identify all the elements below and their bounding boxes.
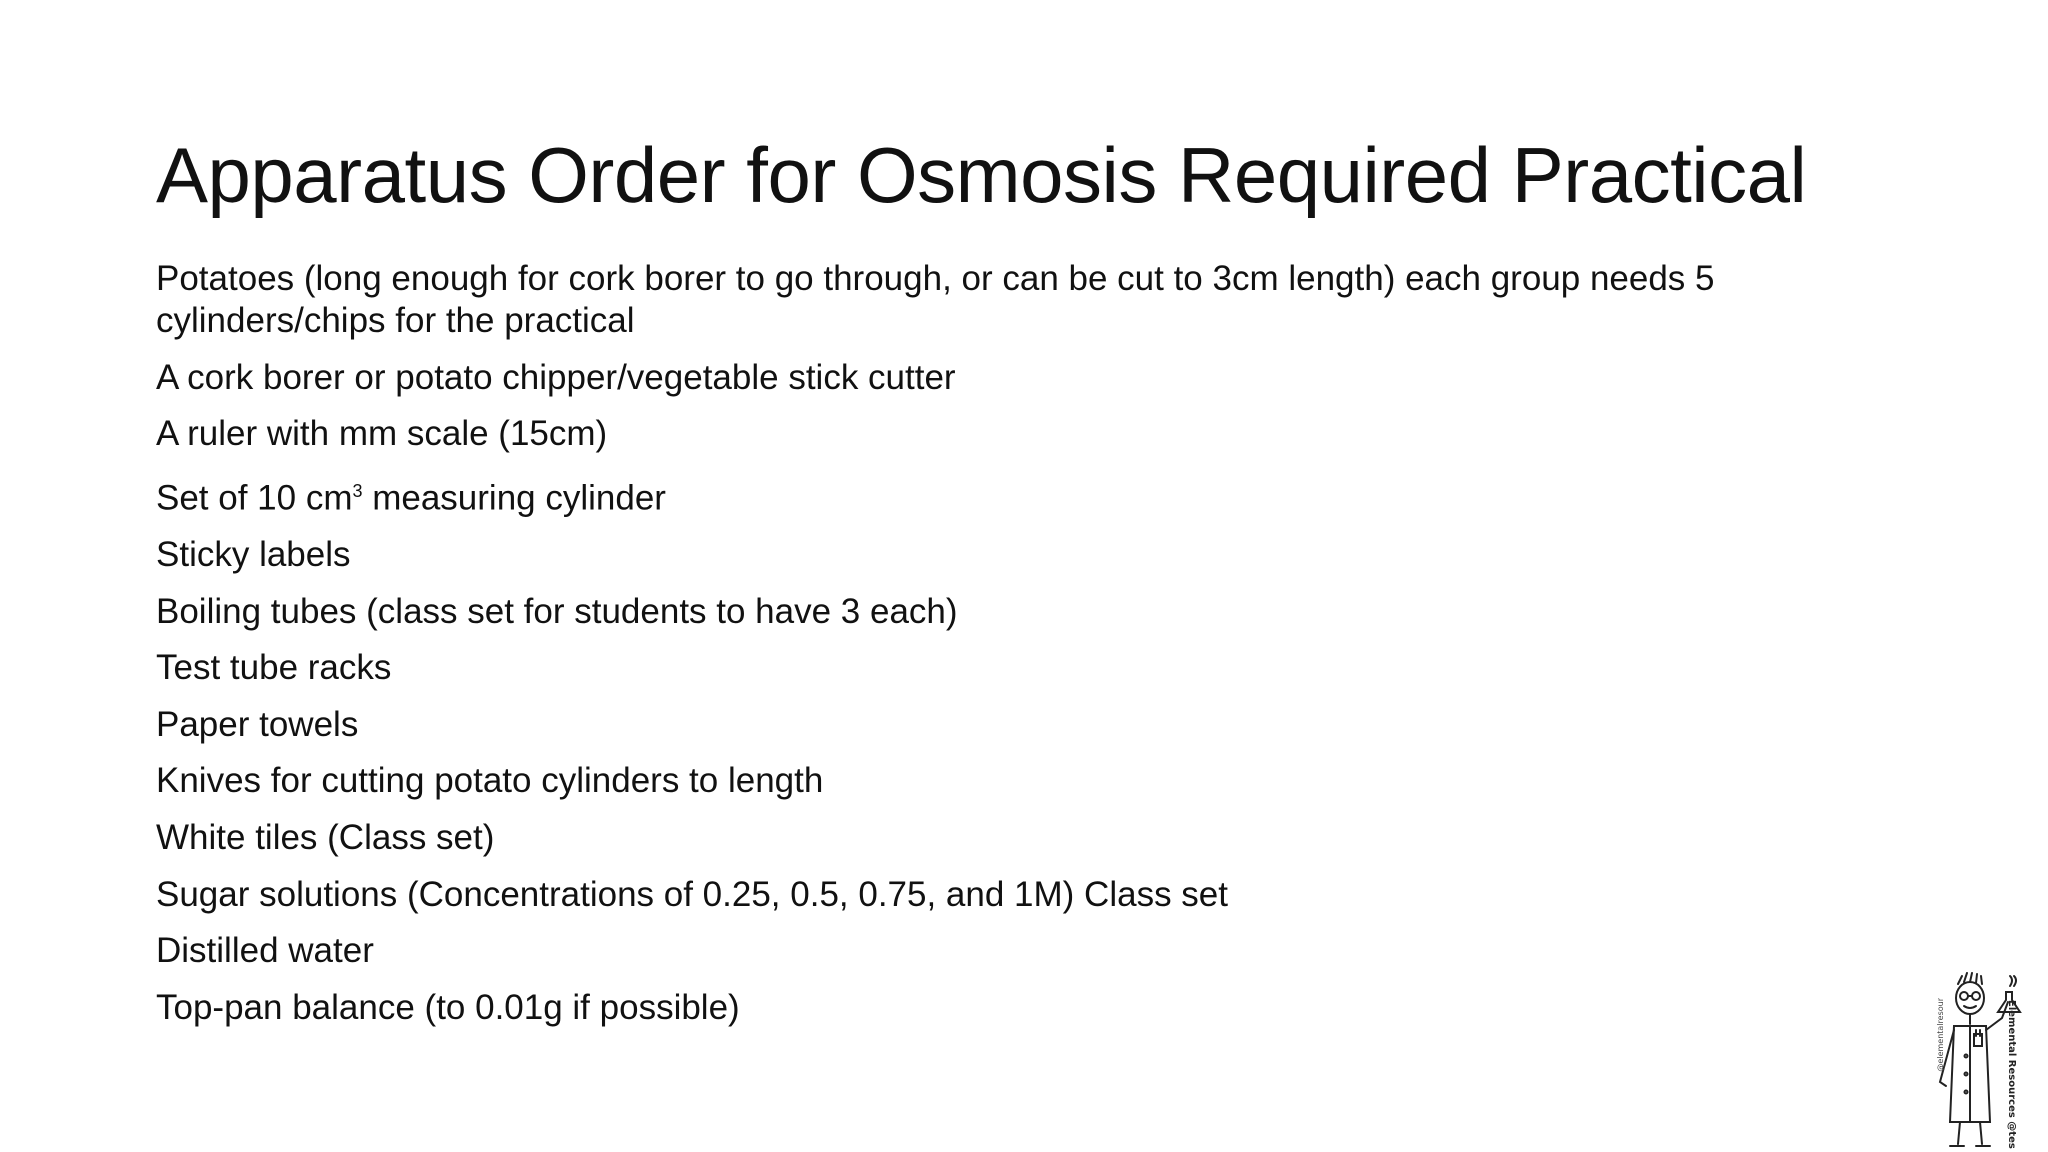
- list-item: Paper towels: [156, 704, 359, 744]
- list-item-text: measuring cylinder: [362, 478, 666, 518]
- superscript: 3: [352, 480, 363, 501]
- list-item: Sugar solutions (Concentrations of 0.25, 0.5, 0.75, and 1M) Class set: [156, 874, 1228, 914]
- list-item: Sticky labels: [156, 535, 351, 575]
- apparatus-list: [156, 258, 1816, 1043]
- list-item: Distilled water: [156, 931, 374, 971]
- list-item: Top-pan balance (to 0.01g if possible): [156, 987, 740, 1027]
- list-item: A cork borer or potato chipper/vegetable stick cutter: [156, 357, 956, 397]
- list-item: White tiles (Class set): [156, 818, 495, 857]
- list-item: Boiling tubes (class set for students to have 3 each): [156, 591, 958, 631]
- list-item-text: Set of 10 cm: [156, 478, 353, 518]
- logo-handle: @elementalresour: [1936, 998, 1945, 1072]
- list-item: Knives for cutting potato cylinders to length: [156, 761, 824, 801]
- scientist-cartoon-icon: [1930, 972, 2048, 1152]
- list-item: Potatoes (long enough for cork borer to go through, or can be cut to 3cm length) each group needs 5 cylinders/chips for the practical: [156, 259, 1715, 340]
- logo-text: Elemental Resources @tes: [2006, 1000, 2017, 1149]
- list-item: A ruler with mm scale (15cm): [156, 414, 608, 454]
- list-item: Test tube racks: [156, 648, 392, 688]
- list-item: [156, 470, 1816, 520]
- slide-title: Apparatus Order for Osmosis Required Practical: [156, 131, 1807, 219]
